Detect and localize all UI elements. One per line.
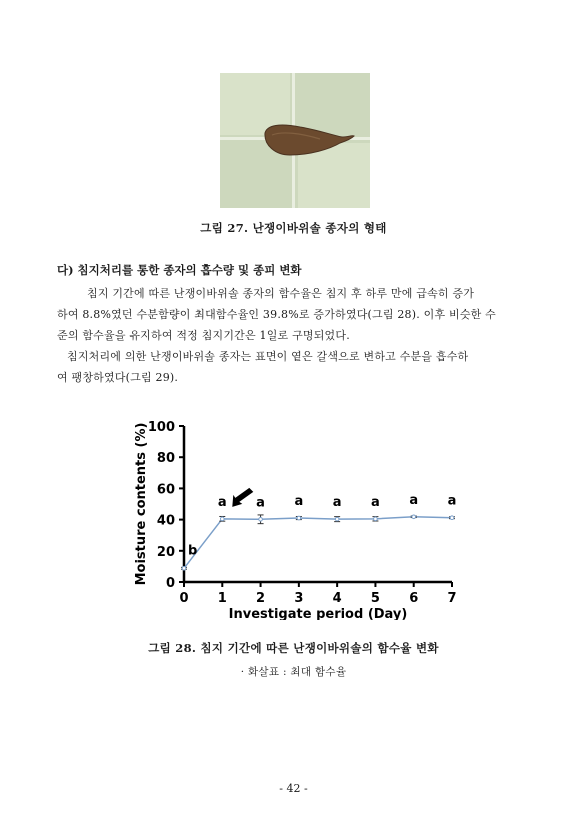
seed-photo <box>220 73 370 208</box>
data-point <box>259 517 263 521</box>
y-tick-label: 60 <box>156 482 175 498</box>
x-tick-label: 0 <box>179 591 189 606</box>
paragraph-1-line: 준의 함수율을 유지하여 적정 침지기간은 1일로 구명되었다. <box>57 329 350 342</box>
x-tick-label: 3 <box>294 591 304 606</box>
x-tick-label: 2 <box>256 591 266 606</box>
paragraph-2-line: 침지처리에 의한 난쟁이바위솔 종자는 표면이 옅은 갈색으로 변하고 수분을 흡수하 <box>67 350 469 363</box>
significance-letter: a <box>294 494 304 510</box>
data-point <box>220 517 224 521</box>
figure-28-note: · 화살표 : 최대 함수율 <box>240 666 347 678</box>
x-axis-label: Investigate period (Day) <box>228 607 408 620</box>
y-tick-label: 100 <box>147 420 175 435</box>
y-tick-label: 40 <box>156 513 175 529</box>
y-tick-label: 80 <box>156 451 175 467</box>
data-point <box>297 516 301 520</box>
x-tick-label: 6 <box>409 591 419 606</box>
data-point <box>374 517 378 521</box>
x-tick-label: 1 <box>217 591 227 606</box>
significance-letter: a <box>447 493 457 509</box>
significance-letter: a <box>256 495 265 511</box>
paragraph-2-line: 여 팽창하였다(그림 29). <box>57 371 179 384</box>
y-tick-label: 0 <box>165 576 175 591</box>
seed-image <box>220 73 370 208</box>
paragraph-1-line: 침지 기간에 따른 난쟁이바위솔 종자의 함수율은 침지 후 하루 만에 급속히 증가 <box>87 287 475 300</box>
series-line <box>184 517 452 568</box>
x-tick-label: 5 <box>370 591 380 606</box>
paragraph-1-line: 하여 8.8%였던 수분함량이 최대함수율인 39.8%로 증가하였다(그림 28). 이후 비슷한 수 <box>57 308 496 321</box>
page-number: - 42 - <box>279 782 308 795</box>
data-point <box>335 517 339 521</box>
moisture-chart <box>125 410 475 620</box>
x-tick-label: 7 <box>447 591 457 606</box>
figure-28-caption: 그림 28. 침지 기간에 따른 난쟁이바위솔의 함수율 변화 <box>148 641 439 655</box>
section-heading: 다) 침지처리를 통한 종자의 흡수량 및 종피 변화 <box>57 263 302 277</box>
figure-27-caption: 그림 27. 난쟁이바위솔 종자의 형태 <box>200 221 387 235</box>
significance-letter: a <box>371 494 380 510</box>
significance-letter: b <box>188 543 198 559</box>
paragraph-1 <box>57 283 531 346</box>
data-point <box>450 516 454 520</box>
significance-letter: a <box>409 492 419 508</box>
max-moisture-arrow <box>232 488 253 507</box>
data-point <box>412 515 416 519</box>
paragraph-2 <box>57 346 531 388</box>
data-point <box>182 566 186 570</box>
significance-letter: a <box>332 495 342 511</box>
x-tick-label: 4 <box>332 591 342 606</box>
y-tick-label: 20 <box>156 544 175 560</box>
significance-letter: a <box>217 494 227 510</box>
y-axis-label: Moisture contents (%) <box>134 422 149 586</box>
